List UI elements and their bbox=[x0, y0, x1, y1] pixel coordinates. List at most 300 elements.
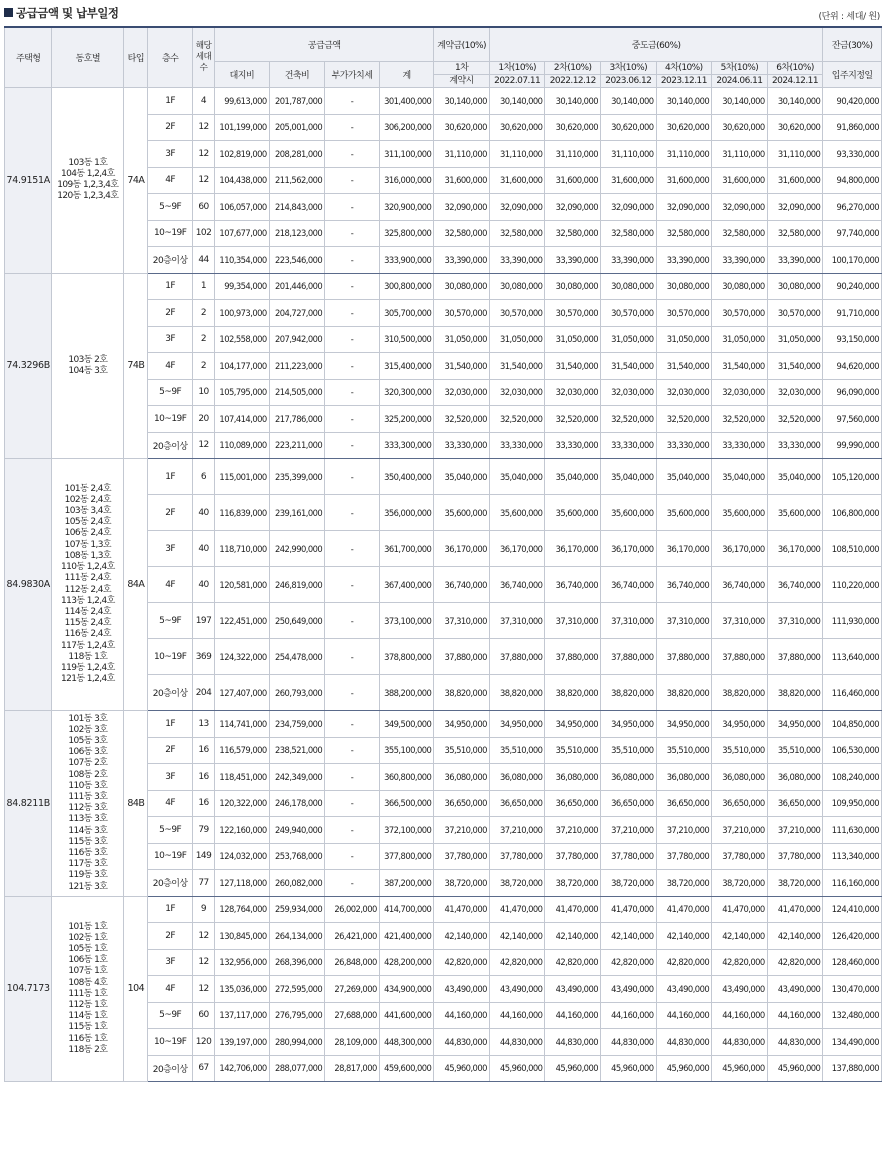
middle-payment-cell: 45,960,000 bbox=[545, 1055, 601, 1082]
land-cost-cell: 130,845,000 bbox=[215, 923, 270, 950]
total-cell: 325,800,000 bbox=[379, 220, 434, 247]
floor-cell: 10~19F bbox=[148, 843, 192, 870]
middle-payment-cell: 30,140,000 bbox=[601, 88, 657, 115]
vat-cell: 28,817,000 bbox=[325, 1055, 380, 1082]
dong-line: 101동 1호 bbox=[68, 921, 108, 932]
middle-payment-cell: 30,080,000 bbox=[656, 273, 712, 300]
floor-cell: 20층이상 bbox=[148, 247, 192, 274]
floor-cell: 5~9F bbox=[148, 194, 192, 221]
col-deposit-1 bbox=[434, 62, 490, 88]
dong-cell bbox=[52, 273, 124, 459]
middle-payment-cell: 30,080,000 bbox=[712, 273, 768, 300]
middle-payment-cell: 30,620,000 bbox=[712, 114, 768, 141]
floor-cell: 4F bbox=[148, 167, 192, 194]
middle-payment-cell: 36,740,000 bbox=[601, 567, 657, 603]
middle-payment-cell: 30,620,000 bbox=[601, 114, 657, 141]
build-cost-cell: 242,349,000 bbox=[269, 764, 325, 791]
dong-line: 120동 1,2,3,4호 bbox=[57, 191, 119, 202]
floor-cell: 20층이상 bbox=[148, 432, 192, 459]
vat-cell: 28,109,000 bbox=[325, 1029, 380, 1056]
deposit-cell: 32,090,000 bbox=[434, 194, 490, 221]
floor-cell: 1F bbox=[148, 273, 192, 300]
households-cell: 13 bbox=[192, 711, 214, 738]
middle-payment-cell: 35,040,000 bbox=[767, 459, 823, 495]
col-supply: 공급금액 bbox=[215, 27, 434, 62]
middle-payment-cell: 33,330,000 bbox=[545, 432, 601, 459]
middle-payment-cell: 31,600,000 bbox=[489, 167, 545, 194]
dong-line: 111동 2,4호 bbox=[64, 573, 112, 584]
land-cost-cell: 107,414,000 bbox=[215, 406, 270, 433]
build-cost-cell: 214,505,000 bbox=[269, 379, 325, 406]
middle-payment-cell: 34,950,000 bbox=[767, 711, 823, 738]
households-cell: 77 bbox=[192, 870, 214, 897]
households-cell: 60 bbox=[192, 1002, 214, 1029]
table-row bbox=[5, 896, 882, 923]
middle-payment-cell: 44,160,000 bbox=[767, 1002, 823, 1029]
vat-cell: - bbox=[325, 300, 380, 327]
build-cost-cell: 211,562,000 bbox=[269, 167, 325, 194]
households-cell: 79 bbox=[192, 817, 214, 844]
middle-payment-cell: 38,720,000 bbox=[712, 870, 768, 897]
type-cell: 74B bbox=[124, 273, 148, 459]
total-cell: 301,400,000 bbox=[379, 88, 434, 115]
total-cell: 306,200,000 bbox=[379, 114, 434, 141]
dong-line: 113동 1,2,4호 bbox=[60, 595, 115, 606]
balance-cell: 108,510,000 bbox=[823, 531, 882, 567]
mid-4-date: 2023.12.11 bbox=[660, 76, 707, 86]
middle-payment-cell: 43,490,000 bbox=[767, 976, 823, 1003]
middle-payment-cell: 38,720,000 bbox=[656, 870, 712, 897]
land-cost-cell: 127,407,000 bbox=[215, 675, 270, 711]
middle-payment-cell: 33,330,000 bbox=[712, 432, 768, 459]
build-cost-cell: 204,727,000 bbox=[269, 300, 325, 327]
deposit-cell: 44,830,000 bbox=[434, 1029, 490, 1056]
build-cost-cell: 288,077,000 bbox=[269, 1055, 325, 1082]
balance-cell: 113,640,000 bbox=[823, 639, 882, 675]
land-cost-cell: 110,354,000 bbox=[215, 247, 270, 274]
land-cost-cell: 102,819,000 bbox=[215, 141, 270, 168]
dong-line: 104동 1,2,4호 bbox=[60, 169, 115, 180]
middle-payment-cell: 33,330,000 bbox=[767, 432, 823, 459]
total-cell: 414,700,000 bbox=[379, 896, 434, 923]
build-cost-cell: 214,843,000 bbox=[269, 194, 325, 221]
total-cell: 310,500,000 bbox=[379, 326, 434, 353]
floor-cell: 2F bbox=[148, 737, 192, 764]
build-cost-cell: 238,521,000 bbox=[269, 737, 325, 764]
col-type: 타입 bbox=[124, 27, 148, 88]
middle-payment-cell: 32,030,000 bbox=[489, 379, 545, 406]
dong-line: 107동 2호 bbox=[68, 758, 108, 769]
floor-cell: 3F bbox=[148, 326, 192, 353]
middle-payment-cell: 30,080,000 bbox=[767, 273, 823, 300]
middle-payment-cell: 44,160,000 bbox=[656, 1002, 712, 1029]
balance-cell: 137,880,000 bbox=[823, 1055, 882, 1082]
total-cell: 320,300,000 bbox=[379, 379, 434, 406]
dong-line: 109동 1,2,3,4호 bbox=[57, 180, 119, 191]
table-row bbox=[5, 711, 882, 738]
middle-payment-cell: 36,170,000 bbox=[656, 531, 712, 567]
dong-line: 115동 2,4호 bbox=[64, 618, 112, 629]
deposit-cell: 41,470,000 bbox=[434, 896, 490, 923]
middle-payment-cell: 37,880,000 bbox=[489, 639, 545, 675]
build-cost-cell: 250,649,000 bbox=[269, 603, 325, 639]
households-cell: 16 bbox=[192, 764, 214, 791]
land-cost-cell: 107,677,000 bbox=[215, 220, 270, 247]
deposit-cell: 32,520,000 bbox=[434, 406, 490, 433]
middle-payment-cell: 38,720,000 bbox=[767, 870, 823, 897]
middle-payment-cell: 33,330,000 bbox=[601, 432, 657, 459]
mid-2-date: 2022.12.12 bbox=[549, 76, 596, 86]
land-cost-cell: 118,451,000 bbox=[215, 764, 270, 791]
dong-line: 103동 2호 bbox=[68, 354, 108, 365]
dong-cell bbox=[52, 459, 124, 711]
col-house-type: 주택형 bbox=[5, 27, 52, 88]
middle-payment-cell: 32,520,000 bbox=[767, 406, 823, 433]
col-households-text: 해당세대수 bbox=[195, 41, 212, 73]
land-cost-cell: 100,973,000 bbox=[215, 300, 270, 327]
table-row bbox=[5, 459, 882, 495]
total-cell: 349,500,000 bbox=[379, 711, 434, 738]
middle-payment-cell: 30,140,000 bbox=[656, 88, 712, 115]
balance-cell: 93,150,000 bbox=[823, 326, 882, 353]
middle-payment-cell: 36,650,000 bbox=[767, 790, 823, 817]
middle-payment-cell: 35,510,000 bbox=[489, 737, 545, 764]
col-vat: 부가가치세 bbox=[325, 62, 380, 88]
middle-payment-cell: 43,490,000 bbox=[545, 976, 601, 1003]
vat-cell: - bbox=[325, 531, 380, 567]
mid-3-label: 3차(10%) bbox=[601, 62, 656, 75]
balance-cell: 97,740,000 bbox=[823, 220, 882, 247]
households-cell: 197 bbox=[192, 603, 214, 639]
land-cost-cell: 106,057,000 bbox=[215, 194, 270, 221]
dong-line: 101동 3호 bbox=[68, 713, 108, 724]
col-floor: 층수 bbox=[148, 27, 192, 88]
middle-payment-cell: 31,110,000 bbox=[712, 141, 768, 168]
land-cost-cell: 120,322,000 bbox=[215, 790, 270, 817]
middle-payment-cell: 37,310,000 bbox=[489, 603, 545, 639]
middle-payment-cell: 41,470,000 bbox=[767, 896, 823, 923]
households-cell: 12 bbox=[192, 167, 214, 194]
middle-payment-cell: 32,030,000 bbox=[712, 379, 768, 406]
total-cell: 428,200,000 bbox=[379, 949, 434, 976]
mid-1-date: 2022.07.11 bbox=[494, 76, 541, 86]
build-cost-cell: 259,934,000 bbox=[269, 896, 325, 923]
middle-payment-cell: 35,040,000 bbox=[545, 459, 601, 495]
middle-payment-cell: 34,950,000 bbox=[601, 711, 657, 738]
households-cell: 204 bbox=[192, 675, 214, 711]
type-cell: 84A bbox=[124, 459, 148, 711]
deposit-cell: 36,650,000 bbox=[434, 790, 490, 817]
deposit-sub1: 1차 bbox=[434, 62, 489, 75]
dong-line: 108동 1,3호 bbox=[64, 550, 112, 561]
balance-cell: 93,330,000 bbox=[823, 141, 882, 168]
land-cost-cell: 120,581,000 bbox=[215, 567, 270, 603]
floor-cell: 1F bbox=[148, 88, 192, 115]
vat-cell: - bbox=[325, 406, 380, 433]
middle-payment-cell: 33,390,000 bbox=[601, 247, 657, 274]
dong-line: 105동 3호 bbox=[68, 736, 108, 747]
middle-payment-cell: 35,510,000 bbox=[601, 737, 657, 764]
middle-payment-cell: 37,880,000 bbox=[712, 639, 768, 675]
middle-payment-cell: 36,080,000 bbox=[767, 764, 823, 791]
middle-payment-cell: 36,650,000 bbox=[545, 790, 601, 817]
dong-line: 105동 2,4호 bbox=[64, 517, 112, 528]
households-cell: 44 bbox=[192, 247, 214, 274]
middle-payment-cell: 36,650,000 bbox=[656, 790, 712, 817]
middle-payment-cell: 45,960,000 bbox=[656, 1055, 712, 1082]
middle-payment-cell: 37,780,000 bbox=[656, 843, 712, 870]
middle-payment-cell: 42,140,000 bbox=[712, 923, 768, 950]
middle-payment-cell: 33,390,000 bbox=[489, 247, 545, 274]
build-cost-cell: 254,478,000 bbox=[269, 639, 325, 675]
balance-cell: 91,860,000 bbox=[823, 114, 882, 141]
middle-payment-cell: 38,720,000 bbox=[601, 870, 657, 897]
middle-payment-cell: 31,050,000 bbox=[601, 326, 657, 353]
build-cost-cell: 246,819,000 bbox=[269, 567, 325, 603]
deposit-cell: 30,570,000 bbox=[434, 300, 490, 327]
col-mid-4 bbox=[656, 62, 712, 88]
middle-payment-cell: 42,140,000 bbox=[601, 923, 657, 950]
households-cell: 2 bbox=[192, 326, 214, 353]
mid-5-date: 2024.06.11 bbox=[716, 76, 763, 86]
middle-payment-cell: 32,090,000 bbox=[489, 194, 545, 221]
deposit-cell: 32,030,000 bbox=[434, 379, 490, 406]
deposit-cell: 42,140,000 bbox=[434, 923, 490, 950]
col-deposit: 계약금(10%) bbox=[434, 27, 490, 62]
vat-cell: - bbox=[325, 247, 380, 274]
middle-payment-cell: 34,950,000 bbox=[545, 711, 601, 738]
middle-payment-cell: 44,830,000 bbox=[545, 1029, 601, 1056]
house-type-cell: 84.9830A bbox=[5, 459, 52, 711]
mid-6-date: 2024.12.11 bbox=[771, 76, 819, 86]
households-cell: 2 bbox=[192, 353, 214, 380]
vat-cell: - bbox=[325, 790, 380, 817]
middle-payment-cell: 31,050,000 bbox=[767, 326, 823, 353]
middle-payment-cell: 37,780,000 bbox=[767, 843, 823, 870]
dong-line: 112동 2,4호 bbox=[64, 584, 112, 595]
vat-cell: - bbox=[325, 711, 380, 738]
middle-payment-cell: 31,050,000 bbox=[489, 326, 545, 353]
land-cost-cell: 122,451,000 bbox=[215, 603, 270, 639]
dong-line: 106동 3호 bbox=[68, 747, 108, 758]
balance-cell: 99,990,000 bbox=[823, 432, 882, 459]
type-cell: 74A bbox=[124, 88, 148, 274]
middle-payment-cell: 36,740,000 bbox=[545, 567, 601, 603]
build-cost-cell: 201,446,000 bbox=[269, 273, 325, 300]
vat-cell: - bbox=[325, 379, 380, 406]
dong-line: 121동 1,2,4호 bbox=[60, 674, 115, 685]
middle-payment-cell: 42,820,000 bbox=[489, 949, 545, 976]
middle-payment-cell: 33,330,000 bbox=[489, 432, 545, 459]
middle-payment-cell: 31,540,000 bbox=[767, 353, 823, 380]
balance-cell: 109,950,000 bbox=[823, 790, 882, 817]
floor-cell: 4F bbox=[148, 976, 192, 1003]
floor-cell: 2F bbox=[148, 300, 192, 327]
mid-6-label: 6차(10%) bbox=[768, 62, 823, 75]
col-balance: 잔금(30%) bbox=[823, 27, 882, 62]
land-cost-cell: 99,613,000 bbox=[215, 88, 270, 115]
total-cell: 333,300,000 bbox=[379, 432, 434, 459]
house-type-cell: 104.7173 bbox=[5, 896, 52, 1082]
total-cell: 366,500,000 bbox=[379, 790, 434, 817]
supply-price-table bbox=[4, 26, 882, 1082]
middle-payment-cell: 35,600,000 bbox=[712, 495, 768, 531]
balance-cell: 100,170,000 bbox=[823, 247, 882, 274]
col-mid-3 bbox=[601, 62, 657, 88]
middle-payment-cell: 42,820,000 bbox=[656, 949, 712, 976]
floor-cell: 2F bbox=[148, 495, 192, 531]
middle-payment-cell: 31,050,000 bbox=[656, 326, 712, 353]
build-cost-cell: 235,399,000 bbox=[269, 459, 325, 495]
middle-payment-cell: 38,820,000 bbox=[712, 675, 768, 711]
build-cost-cell: 217,786,000 bbox=[269, 406, 325, 433]
deposit-cell: 37,210,000 bbox=[434, 817, 490, 844]
table-body bbox=[5, 88, 882, 1082]
dong-line: 111동 3호 bbox=[68, 792, 108, 803]
middle-payment-cell: 32,520,000 bbox=[489, 406, 545, 433]
dong-line: 101동 2,4호 bbox=[64, 483, 112, 494]
balance-cell: 106,530,000 bbox=[823, 737, 882, 764]
middle-payment-cell: 30,140,000 bbox=[767, 88, 823, 115]
vat-cell: 26,848,000 bbox=[325, 949, 380, 976]
vat-cell: - bbox=[325, 141, 380, 168]
vat-cell: - bbox=[325, 764, 380, 791]
vat-cell: - bbox=[325, 459, 380, 495]
floor-cell: 5~9F bbox=[148, 603, 192, 639]
total-cell: 356,000,000 bbox=[379, 495, 434, 531]
col-mid-6 bbox=[767, 62, 823, 88]
middle-payment-cell: 31,110,000 bbox=[489, 141, 545, 168]
dong-cell bbox=[52, 711, 124, 897]
balance-cell: 94,800,000 bbox=[823, 167, 882, 194]
balance-cell: 96,270,000 bbox=[823, 194, 882, 221]
dong-line: 112동 3호 bbox=[68, 803, 108, 814]
middle-payment-cell: 35,510,000 bbox=[545, 737, 601, 764]
deposit-cell: 34,950,000 bbox=[434, 711, 490, 738]
vat-cell: - bbox=[325, 603, 380, 639]
build-cost-cell: 264,134,000 bbox=[269, 923, 325, 950]
land-cost-cell: 104,177,000 bbox=[215, 353, 270, 380]
balance-cell: 128,460,000 bbox=[823, 949, 882, 976]
middle-payment-cell: 32,030,000 bbox=[767, 379, 823, 406]
land-cost-cell: 116,839,000 bbox=[215, 495, 270, 531]
vat-cell: 26,002,000 bbox=[325, 896, 380, 923]
middle-payment-cell: 32,090,000 bbox=[712, 194, 768, 221]
middle-payment-cell: 37,210,000 bbox=[601, 817, 657, 844]
middle-payment-cell: 31,600,000 bbox=[656, 167, 712, 194]
middle-payment-cell: 37,310,000 bbox=[656, 603, 712, 639]
dong-line: 110동 1,2,4호 bbox=[60, 562, 115, 573]
vat-cell: - bbox=[325, 843, 380, 870]
mid-4-label: 4차(10%) bbox=[657, 62, 712, 75]
unit-note: (단위 : 세대/ 원) bbox=[818, 12, 880, 22]
middle-payment-cell: 35,600,000 bbox=[489, 495, 545, 531]
middle-payment-cell: 38,820,000 bbox=[656, 675, 712, 711]
dong-line: 116동 2,4호 bbox=[64, 629, 112, 640]
middle-payment-cell: 32,580,000 bbox=[656, 220, 712, 247]
middle-payment-cell: 37,310,000 bbox=[767, 603, 823, 639]
middle-payment-cell: 36,650,000 bbox=[601, 790, 657, 817]
total-cell: 373,100,000 bbox=[379, 603, 434, 639]
middle-payment-cell: 30,080,000 bbox=[545, 273, 601, 300]
middle-payment-cell: 36,170,000 bbox=[545, 531, 601, 567]
middle-payment-cell: 42,140,000 bbox=[767, 923, 823, 950]
middle-payment-cell: 37,880,000 bbox=[601, 639, 657, 675]
dong-line: 108동 2호 bbox=[68, 769, 108, 780]
total-cell: 360,800,000 bbox=[379, 764, 434, 791]
middle-payment-cell: 42,140,000 bbox=[489, 923, 545, 950]
build-cost-cell: 208,281,000 bbox=[269, 141, 325, 168]
middle-payment-cell: 38,820,000 bbox=[489, 675, 545, 711]
col-total: 계 bbox=[379, 62, 434, 88]
households-cell: 12 bbox=[192, 976, 214, 1003]
middle-payment-cell: 45,960,000 bbox=[712, 1055, 768, 1082]
dong-line: 103동 1호 bbox=[68, 157, 108, 168]
middle-payment-cell: 37,780,000 bbox=[545, 843, 601, 870]
floor-cell: 5~9F bbox=[148, 379, 192, 406]
deposit-cell: 38,720,000 bbox=[434, 870, 490, 897]
middle-payment-cell: 35,600,000 bbox=[767, 495, 823, 531]
deposit-sub2: 계약시 bbox=[449, 76, 474, 86]
middle-payment-cell: 32,580,000 bbox=[767, 220, 823, 247]
deposit-cell: 31,050,000 bbox=[434, 326, 490, 353]
middle-payment-cell: 32,580,000 bbox=[489, 220, 545, 247]
middle-payment-cell: 31,540,000 bbox=[601, 353, 657, 380]
dong-line: 114동 1호 bbox=[68, 1011, 108, 1022]
square-bullet-icon bbox=[4, 8, 13, 17]
middle-payment-cell: 37,210,000 bbox=[712, 817, 768, 844]
vat-cell: - bbox=[325, 194, 380, 221]
dong-line: 116동 3호 bbox=[68, 848, 108, 859]
middle-payment-cell: 35,600,000 bbox=[601, 495, 657, 531]
total-cell: 378,800,000 bbox=[379, 639, 434, 675]
middle-payment-cell: 32,520,000 bbox=[545, 406, 601, 433]
balance-cell: 116,460,000 bbox=[823, 675, 882, 711]
mid-2-label: 2차(10%) bbox=[545, 62, 600, 75]
middle-payment-cell: 37,210,000 bbox=[545, 817, 601, 844]
middle-payment-cell: 42,820,000 bbox=[767, 949, 823, 976]
balance-cell: 105,120,000 bbox=[823, 459, 882, 495]
floor-cell: 20층이상 bbox=[148, 870, 192, 897]
dong-line: 112동 1호 bbox=[68, 999, 108, 1010]
vat-cell: - bbox=[325, 870, 380, 897]
middle-payment-cell: 37,310,000 bbox=[601, 603, 657, 639]
balance-cell: 91,710,000 bbox=[823, 300, 882, 327]
deposit-cell: 35,600,000 bbox=[434, 495, 490, 531]
land-cost-cell: 139,197,000 bbox=[215, 1029, 270, 1056]
middle-payment-cell: 32,580,000 bbox=[712, 220, 768, 247]
middle-payment-cell: 44,160,000 bbox=[545, 1002, 601, 1029]
middle-payment-cell: 44,830,000 bbox=[489, 1029, 545, 1056]
middle-payment-cell: 32,090,000 bbox=[767, 194, 823, 221]
middle-payment-cell: 36,740,000 bbox=[489, 567, 545, 603]
dong-line: 103동 3,4호 bbox=[64, 506, 112, 517]
vat-cell: - bbox=[325, 88, 380, 115]
middle-payment-cell: 30,140,000 bbox=[545, 88, 601, 115]
dong-cell bbox=[52, 896, 124, 1082]
deposit-cell: 36,740,000 bbox=[434, 567, 490, 603]
middle-payment-cell: 41,470,000 bbox=[656, 896, 712, 923]
floor-cell: 20층이상 bbox=[148, 675, 192, 711]
land-cost-cell: 118,710,000 bbox=[215, 531, 270, 567]
households-cell: 2 bbox=[192, 300, 214, 327]
dong-line: 102동 2,4호 bbox=[64, 494, 112, 505]
vat-cell: 27,688,000 bbox=[325, 1002, 380, 1029]
vat-cell: - bbox=[325, 567, 380, 603]
deposit-cell: 31,540,000 bbox=[434, 353, 490, 380]
vat-cell: - bbox=[325, 495, 380, 531]
middle-payment-cell: 31,600,000 bbox=[545, 167, 601, 194]
